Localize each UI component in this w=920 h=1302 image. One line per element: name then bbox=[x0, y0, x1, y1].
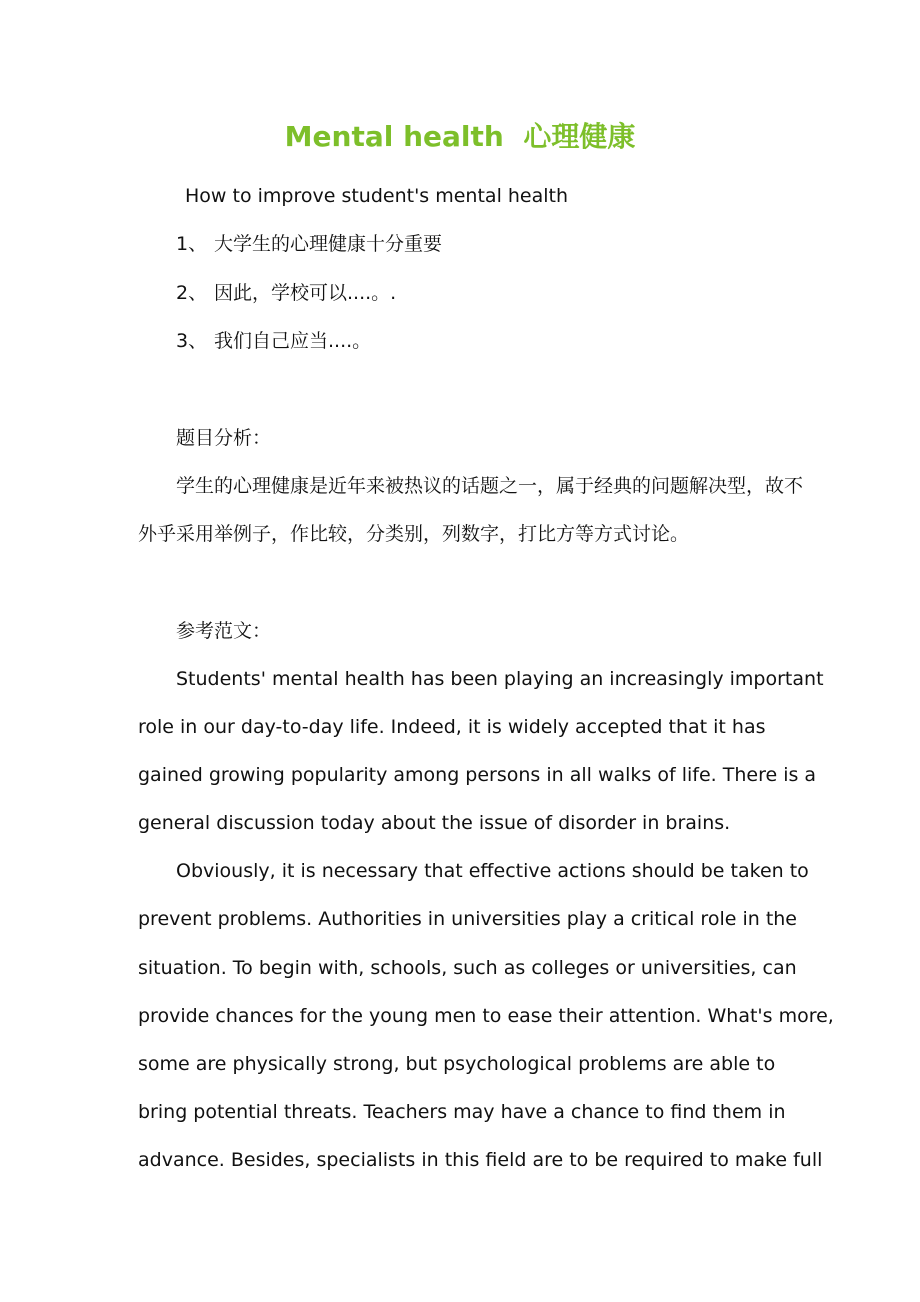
sample-line: bring potential threats. Teachers may have a chance to find them in bbox=[138, 1101, 786, 1123]
sample-line: provide chances for the young men to ease their attention. What's more, bbox=[138, 1005, 834, 1027]
outline-text: 因此，学校可以....。. bbox=[214, 282, 397, 304]
sample-line: role in our day-to-day life. Indeed, it is widely accepted that it has bbox=[138, 716, 766, 738]
essay-prompt: How to improve student's mental health bbox=[185, 185, 569, 207]
outline-number: 1、 bbox=[176, 233, 208, 255]
sample-line: Students' mental health has been playing an increasingly important bbox=[176, 668, 824, 690]
outline-text: 我们自己应当....。 bbox=[214, 330, 372, 352]
page-title bbox=[0, 117, 920, 157]
sample-line: Obviously, it is necessary that effective actions should be taken to bbox=[176, 860, 809, 882]
outline-item-2 bbox=[176, 279, 836, 307]
analysis-heading: 题目分析： bbox=[176, 427, 272, 449]
sample-line: prevent problems. Authorities in universities play a critical role in the bbox=[138, 908, 797, 930]
sample-line: gained growing popularity among persons in all walks of life. There is a bbox=[138, 764, 817, 786]
outline-number: 3、 bbox=[176, 330, 208, 352]
sample-line: some are physically strong, but psychological problems are able to bbox=[138, 1053, 776, 1075]
sample-heading: 参考范文： bbox=[176, 620, 272, 642]
outline-item-3 bbox=[176, 327, 836, 355]
sample-line: situation. To begin with, schools, such as colleges or universities, can bbox=[138, 957, 797, 979]
analysis-line: 外乎采用举例子，作比较，分类别，列数字，打比方等方式讨论。 bbox=[138, 523, 690, 545]
sample-line: advance. Besides, specialists in this field are to be required to make full bbox=[138, 1149, 823, 1171]
title-chinese: 心理健康 bbox=[523, 120, 636, 153]
analysis-line: 学生的心理健康是近年来被热议的话题之一，属于经典的问题解决型，故不 bbox=[176, 475, 804, 497]
sample-line: general discussion today about the issue of disorder in brains. bbox=[138, 812, 731, 834]
outline-text: 大学生的心理健康十分重要 bbox=[214, 233, 443, 255]
outline-number: 2、 bbox=[176, 282, 208, 304]
title-english: Mental health bbox=[284, 120, 504, 153]
outline-item-1 bbox=[176, 230, 836, 258]
